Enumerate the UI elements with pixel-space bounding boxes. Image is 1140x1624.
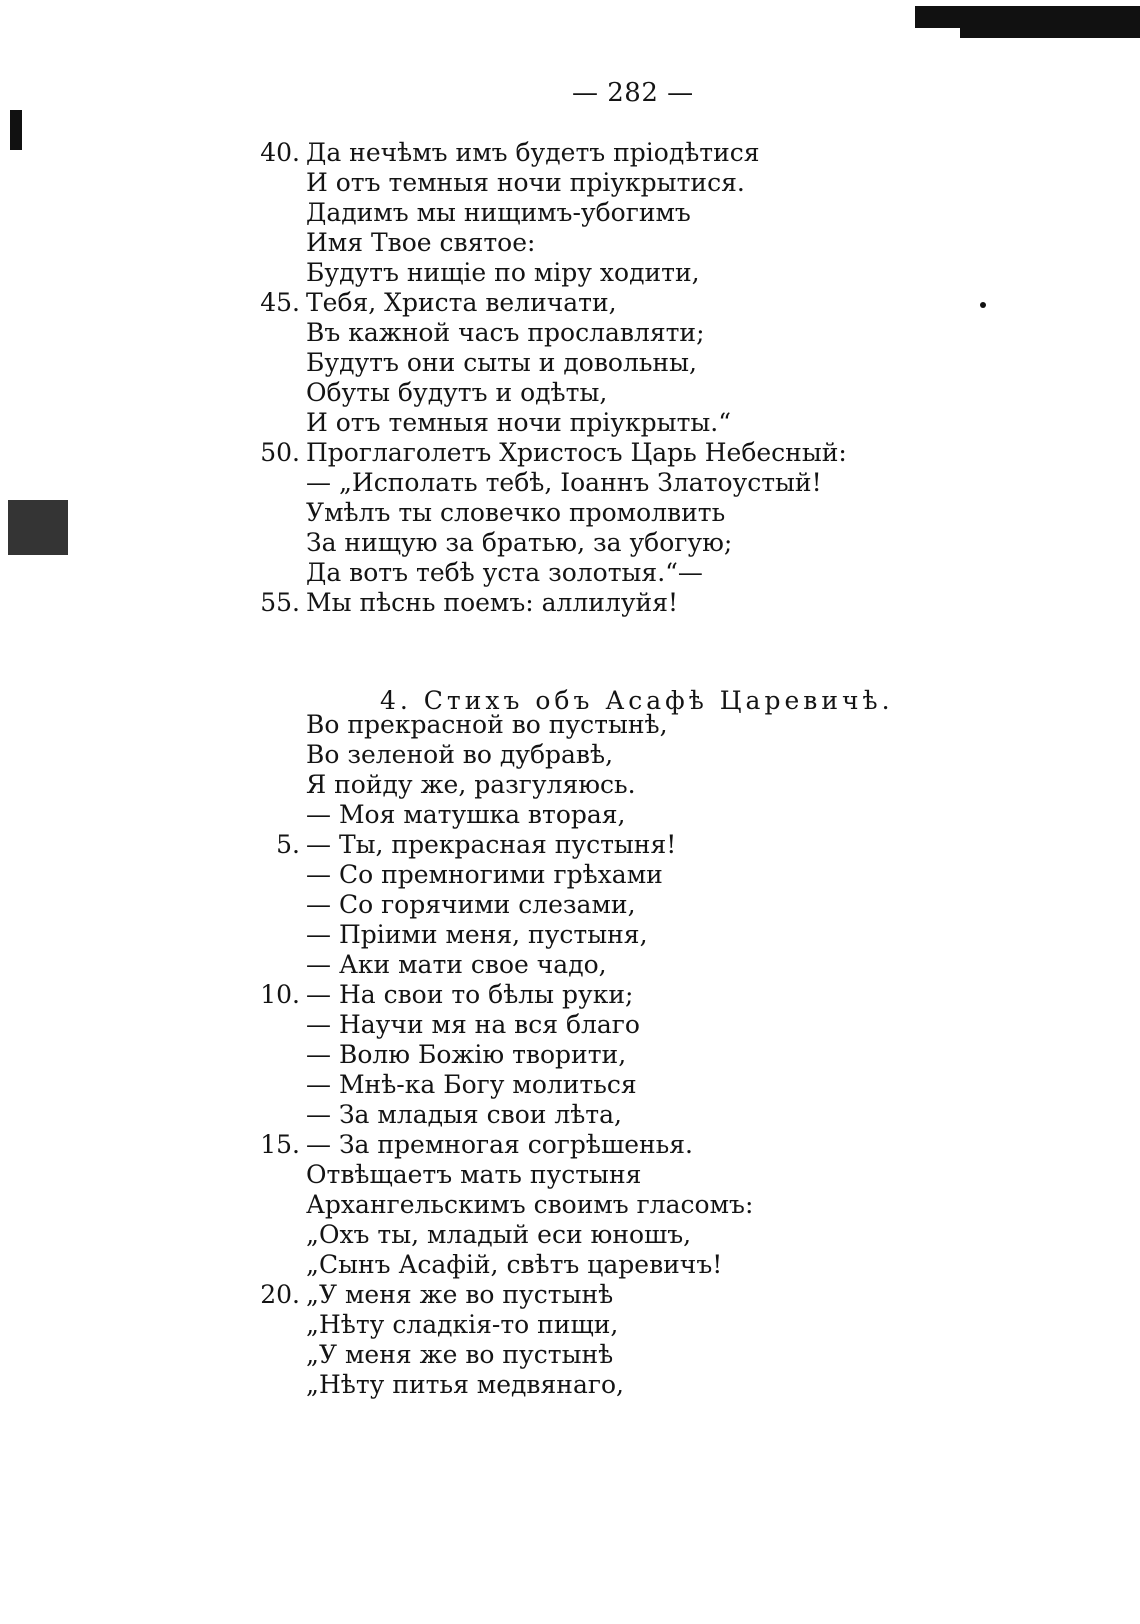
poem-line: „Сынъ Асафій, свѣтъ царевичъ! [306, 1250, 723, 1279]
poem-line: Тебя, Христа величати, [306, 288, 617, 317]
poem-line: И отъ темныя ночи пріукрытися. [306, 168, 745, 197]
scan-smudge-top-right-2 [960, 24, 1140, 38]
poem-line: — Волю Божію творити, [306, 1040, 627, 1069]
poem-line: И отъ темныя ночи пріукрыты.“ [306, 408, 732, 437]
poem-line: „У меня же во пустынѣ [306, 1280, 614, 1309]
poem-line: Будутъ нищіе по міру ходити, [306, 258, 700, 287]
poem-line: Въ кажной часъ прославляти; [306, 318, 705, 347]
poem-line: — „Исполать тебѣ, Іоаннъ Златоустый! [306, 468, 822, 497]
poem-line: Во зеленой во дубравѣ, [306, 740, 614, 769]
scan-smudge-left-edge-2 [10, 110, 22, 150]
poem-line: — На свои то бѣлы руки; [306, 980, 634, 1009]
poem-line: Да вотъ тебѣ уста золотыя.“— [306, 558, 703, 587]
poem-line: — За младыя свои лѣта, [306, 1100, 622, 1129]
poem-line: „Нѣту сладкія-то пищи, [306, 1310, 619, 1339]
scan-dot-right [980, 302, 986, 308]
poem-line: Мы пѣснь поемъ: аллилуйя! [306, 588, 679, 617]
poem-line: За нищую за братью, за убогую; [306, 528, 733, 557]
line-number: 20. [260, 1280, 300, 1309]
poem-line: Имя Твое святое: [306, 228, 536, 257]
poem-line: Во прекрасной во пустынѣ, [306, 710, 668, 739]
poem-line: Умѣлъ ты словечко промолвить [306, 498, 726, 527]
poem-line: — Аки мати свое чадо, [306, 950, 607, 979]
poem-line: — Со премногими грѣхами [306, 860, 663, 889]
line-number: 10. [260, 980, 300, 1009]
scan-smudge-left-edge [8, 500, 68, 555]
poem-line: Да нечѣмъ имъ будетъ пріодѣтися [306, 138, 760, 167]
poem-line: Дадимъ мы нищимъ-убогимъ [306, 198, 691, 227]
line-number: 45. [260, 288, 300, 317]
line-number: 50. [260, 438, 300, 467]
poem-line: Я пойду же, разгуляюсь. [306, 770, 636, 799]
line-number: 40. [260, 138, 300, 167]
poem-heading: 4. Стихъ объ Асафѣ Царевичѣ. [380, 686, 894, 715]
poem-line: Будутъ они сыты и довольны, [306, 348, 697, 377]
poem-line: — Моя матушка вторая, [306, 800, 626, 829]
poem-line: — Мнѣ-ка Богу молиться [306, 1070, 637, 1099]
poem-line: — Научи мя на вся благо [306, 1010, 640, 1039]
poem-line: — За премногая согрѣшенья. [306, 1130, 693, 1159]
poem-line: Проглаголетъ Христосъ Царь Небесный: [306, 438, 847, 467]
poem-line: — Со горячими слезами, [306, 890, 636, 919]
poem-line: „Охъ ты, младый еси юношъ, [306, 1220, 692, 1249]
line-number: 55. [260, 588, 300, 617]
poem-line: „Нѣту питья медвянаго, [306, 1370, 624, 1399]
page-number: — 282 — [572, 78, 694, 108]
poem-line: — Ты, прекрасная пустыня! [306, 830, 677, 859]
poem-line: Отвѣщаетъ мать пустыня [306, 1160, 642, 1189]
line-number: 5. [276, 830, 300, 859]
poem-line: „У меня же во пустынѣ [306, 1340, 614, 1369]
poem-line: Обуты будутъ и одѣты, [306, 378, 608, 407]
poem-line: — Пріими меня, пустыня, [306, 920, 648, 949]
poem-line: Архангельскимъ своимъ гласомъ: [306, 1190, 754, 1219]
line-number: 15. [260, 1130, 300, 1159]
